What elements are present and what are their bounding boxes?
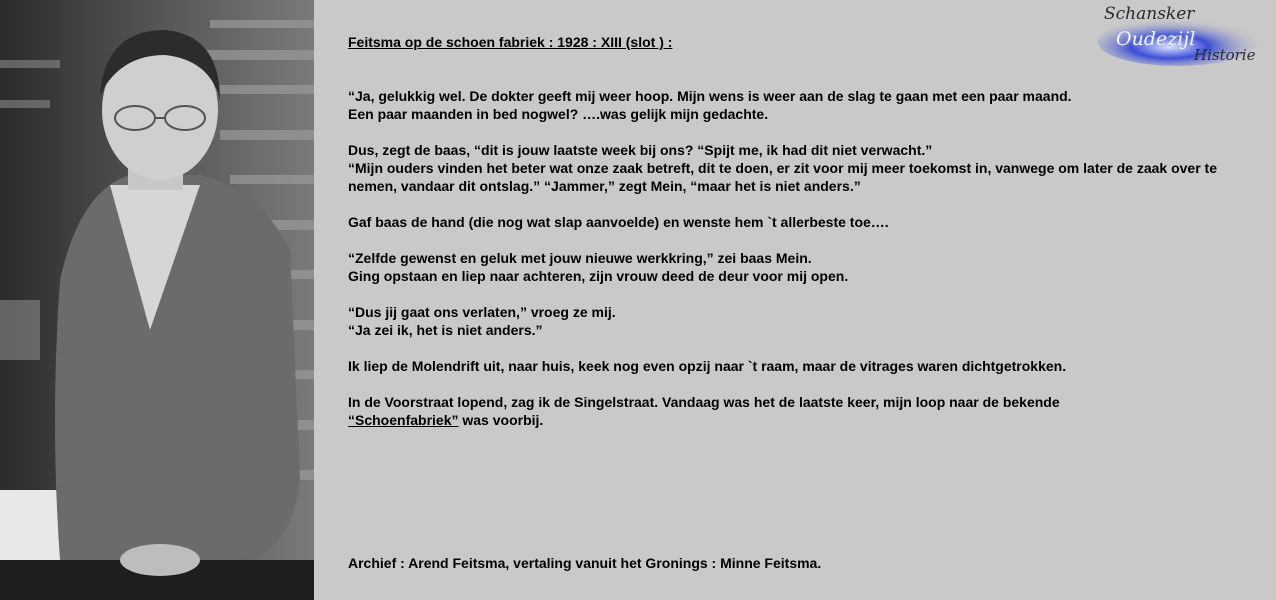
man-portrait-icon — [0, 0, 314, 600]
paragraph-2-line-1: Dus, zegt de baas, “dit is jouw laatste week bij ons? “Spijt me, ik had dit niet verwacht.” — [348, 142, 933, 158]
paragraph-7-line-1: In de Voorstraat lopend, zag ik de Singelstraat. Vandaag was het de laatste keer, mijn loop naar de bekende — [348, 394, 1060, 410]
logo-line-3: Historie — [1194, 46, 1256, 64]
portrait-photo — [0, 0, 314, 600]
logo-line-2: Oudezijl — [1116, 28, 1196, 50]
paragraph-6: Ik liep de Molendrift uit, naar huis, keek nog even opzij naar `t raam, maar de vitrages waren dichtgetrokken. — [348, 358, 1067, 374]
article-title: Feitsma op de schoen fabriek : 1928 : XIII (slot ) : — [348, 34, 673, 50]
paragraph-4-line-1: “Zelfde gewenst en geluk met jouw nieuwe werkkring,” zei baas Mein. — [348, 250, 812, 266]
paragraph-1-line-2: Een paar maanden in bed nogwel? ….was gelijk mijn gedachte. — [348, 106, 769, 122]
paragraph-7-tail: was voorbij. — [458, 412, 544, 428]
paragraph-4-line-2: Ging opstaan en liep naar achteren, zijn vrouw deed de deur voor mij open. — [348, 268, 849, 284]
paragraph-5-line-1: “Dus jij gaat ons verlaten,” vroeg ze mij. — [348, 304, 616, 320]
archive-credit: Archief : Arend Feitsma, vertaling vanuit het Gronings : Minne Feitsma. — [348, 555, 822, 571]
paragraph-5-line-2: “Ja zei ik, het is niet anders.” — [348, 322, 543, 338]
logo-line-1: Schansker — [1104, 4, 1195, 24]
paragraph-1-line-1: “Ja, gelukkig wel. De dokter geeft mij weer hoop. Mijn wens is weer aan de slag te gaan met een paar maand. — [348, 88, 1072, 104]
schoenfabriek-link[interactable]: “Schoenfabriek” — [348, 412, 459, 428]
article-body — [348, 33, 1268, 429]
paragraph-7-line-2 — [348, 411, 1268, 429]
paragraph-3: Gaf baas de hand (die nog wat slap aanvoelde) en wenste hem `t allerbeste toe…. — [348, 214, 889, 230]
paragraph-2-line-2: “Mijn ouders vinden het beter wat onze zaak betreft, dit te doen, er zit voor mij meer toekomst in, vanwege om later de zaak over te nemen, vandaar dit ontslag.” “Jammer,” zegt Mein, “maar het is niet anders.” — [348, 160, 1217, 194]
